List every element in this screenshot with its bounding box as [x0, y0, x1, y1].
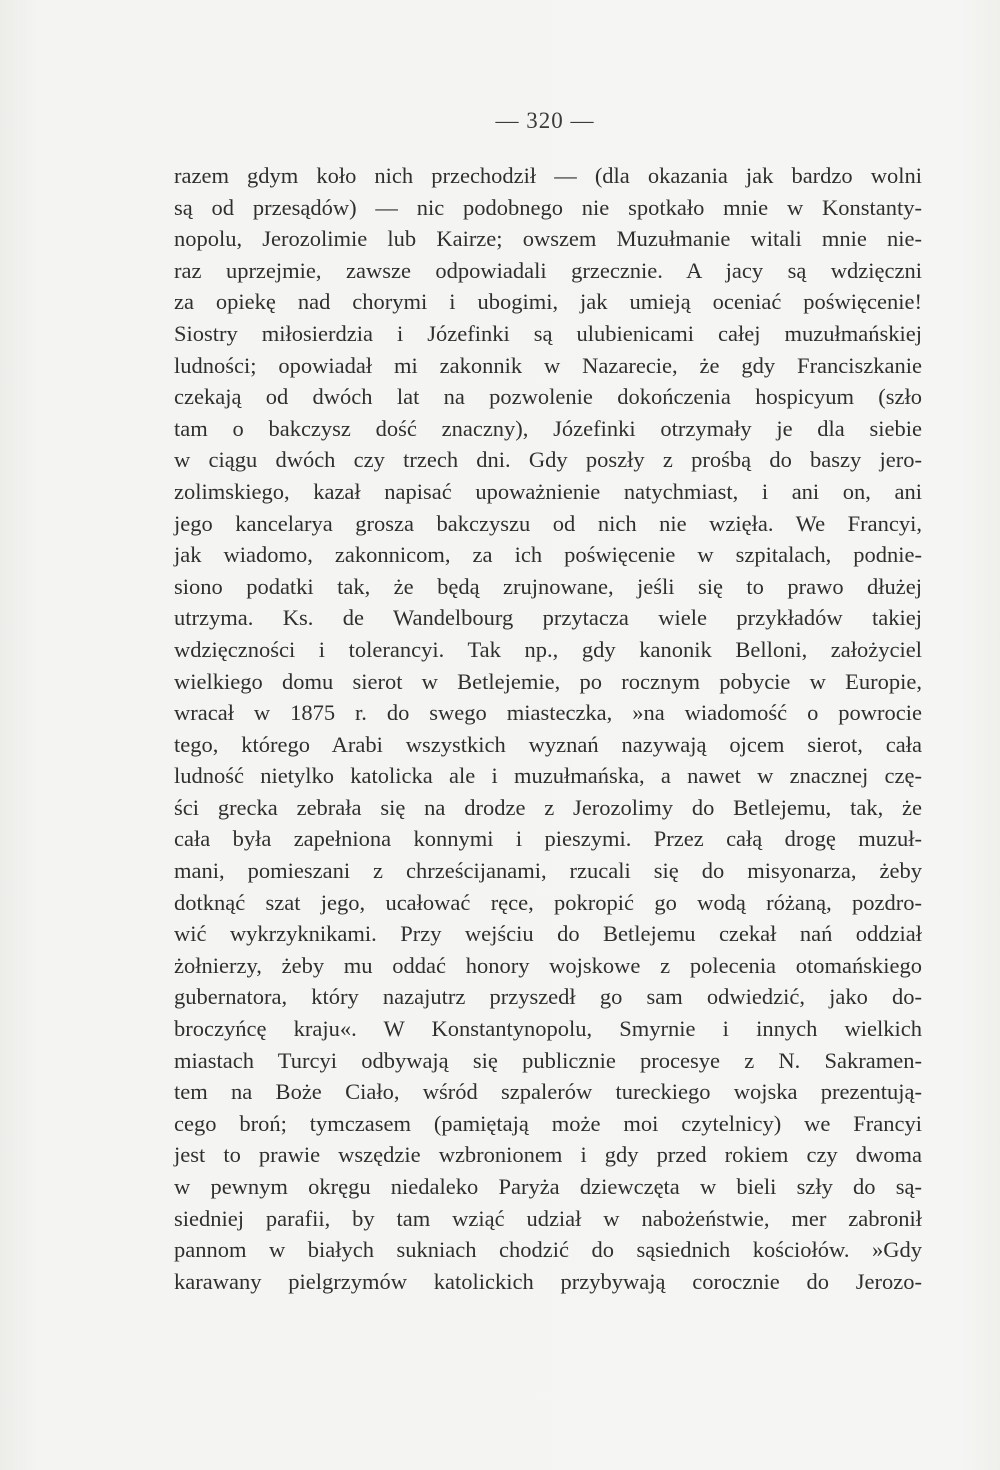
- text-line: gubernatora, który nazajutrz przyszedł go sam odwiedzić, jako do-: [174, 984, 922, 1010]
- text-line: wdzięczności i tolerancyi. Tak np., gdy kanonik Belloni, założyciel: [174, 636, 922, 662]
- text-line: ludność nietylko katolicka ale i muzułmańska, a nawet w znacznej czę-: [174, 763, 922, 789]
- text-line: w pewnym okręgu niedaleko Paryża dziewczęta w bieli szły do są-: [174, 1174, 922, 1199]
- text-line: wielkiego domu sierot w Betlejemie, po rocznym pobycie w Europie,: [174, 668, 922, 694]
- text-line: jest to prawie wszędzie wzbronionem i gdy przed rokiem czy dwoma: [174, 1142, 922, 1168]
- text-line: siono podatki tak, że będą zrujnowane, jeśli się to prawo dłużej: [174, 573, 922, 599]
- page-number: — 320 —: [495, 108, 595, 133]
- text-line: są od przesądów) — nic podobnego nie spotkało mnie w Konstanty-: [174, 194, 922, 220]
- text-line: wracał w 1875 r. do swego miasteczka, »na wiadomość o powrocie: [174, 700, 922, 726]
- text-line: nopolu, Jerozolimie lub Kairze; owszem Muzułmanie witali mnie nie-: [174, 226, 922, 252]
- text-line: mani, pomieszani z chrześcijanami, rzucali się do misyonarza, żeby: [174, 858, 922, 884]
- text-line: pannom w białych sukniach chodzić do sąsiednich kościołów. »Gdy: [174, 1237, 922, 1263]
- text-line: dotknąć szat jego, ucałować ręce, pokropić go wodą różaną, pozdro-: [174, 889, 922, 915]
- text-line: ści grecka zebrała się na drodze z Jerozolimy do Betlejemu, tak, że: [174, 794, 922, 820]
- text-line: wić wykrzyknikami. Przy wejściu do Betlejemu czekał nań oddział: [174, 921, 922, 947]
- text-line: w ciągu dwóch czy trzech dni. Gdy poszły z prośbą do baszy jero-: [174, 447, 922, 473]
- text-line: zolimskiego, kazał napisać upoważnienie natychmiast, i ani on, ani: [174, 478, 922, 504]
- text-line: cego broń; tymczasem (pamiętają może moi czytelnicy) we Francyi: [174, 1110, 922, 1136]
- text-line: Siostry miłosierdzia i Józefinki są ulubienicami całej muzułmańskiej: [174, 320, 922, 346]
- text-line: jego kancelarya grosza bakczyszu od nich nie wzięła. We Francyi,: [174, 510, 922, 536]
- text-line: jak wiadomo, zakonnicom, za ich poświęcenie w szpitalach, podnie-: [174, 542, 922, 568]
- text-line: ludności; opowiadał mi zakonnik w Nazarecie, że gdy Franciszkanie: [174, 352, 922, 378]
- text-line: raz uprzejmie, zawsze odpowiadali grzecznie. A jacy są wdzięczni: [174, 257, 922, 283]
- text-line: czekają od dwóch lat na pozwolenie dokończenia hospicyum (szło: [174, 384, 922, 410]
- text-line: za opiekę nad chorymi i ubogimi, jak umieją oceniać poświęcenie!: [174, 289, 922, 315]
- text-line: żołnierzy, żeby mu oddać honory wojskowe z polecenia otomańskiego: [174, 952, 922, 978]
- body-text: [174, 160, 922, 1297]
- text-line: tego, którego Arabi wszystkich wyznań nazywają ojcem sierot, cała: [174, 731, 922, 757]
- text-line: cała była zapełniona konnymi i pieszymi. Przez całą drogę muzuł-: [174, 826, 922, 852]
- text-line: broczyńcę kraju«. W Konstantynopolu, Smyrnie i innych wielkich: [174, 1016, 922, 1042]
- text-line: karawany pielgrzymów katolickich przybywają corocznie do Jerozo-: [174, 1268, 922, 1294]
- text-line: razem gdym koło nich przechodził — (dla okazania jak bardzo wolni: [174, 163, 922, 188]
- text-line: miastach Turcyi odbywają się publicznie procesye z N. Sakramen-: [174, 1047, 922, 1073]
- text-line: tam o bakczysz dość znaczny), Józefinki otrzymały je dla siebie: [174, 415, 922, 441]
- text-line: tem na Boże Ciało, wśród szpalerów tureckiego wojska prezentują-: [174, 1079, 922, 1105]
- text-line: siedniej parafii, by tam wziąć udział w nabożeństwie, mer zabronił: [174, 1205, 922, 1231]
- text-line: utrzyma. Ks. de Wandelbourg przytacza wiele przykładów takiej: [174, 605, 922, 631]
